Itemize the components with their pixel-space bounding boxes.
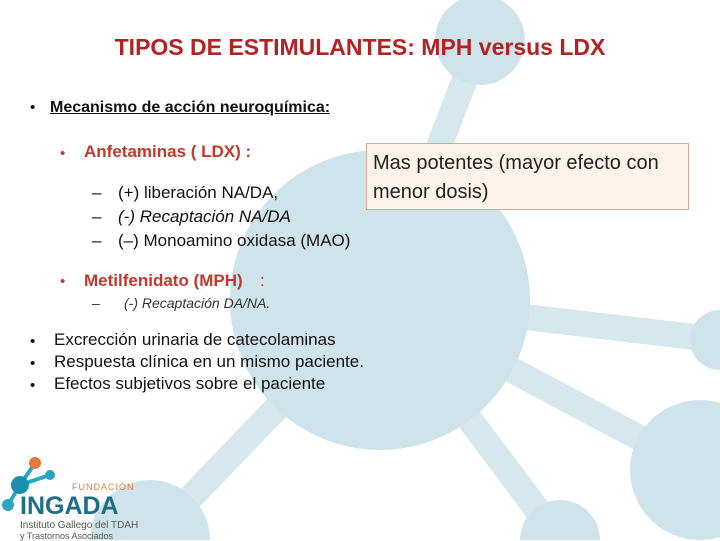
potency-note-box: Mas potentes (mayor efecto con menor dosis): [366, 143, 689, 210]
bullet-marker: •: [30, 355, 36, 372]
bullet-marker: •: [30, 99, 36, 116]
dash-marker: –: [92, 183, 102, 202]
bullet-marker: •: [30, 377, 36, 394]
anfetaminas-item: (+) liberación NA/DA,: [118, 183, 279, 202]
bullet-marker: •: [60, 273, 66, 290]
logo-subtitle: FUNDACIÓN: [72, 482, 135, 492]
metilfenidato-colon: :: [260, 271, 265, 290]
anfetaminas-label: Anfetaminas ( LDX) :: [84, 142, 252, 161]
dash-marker: –: [92, 207, 102, 226]
section-heading: Mecanismo de acción neuroquímica:: [50, 99, 331, 116]
anfetaminas-item: (-) Recaptación NA/DA: [118, 207, 291, 226]
logo-line1: Instituto Gallego del TDAH: [20, 520, 139, 531]
bottom-bullet-item: Efectos subjetivos sobre el paciente: [54, 374, 326, 393]
anfetaminas-item: (–) Monoamino oxidasa (MAO): [118, 231, 351, 250]
logo-name: INGADA: [20, 492, 119, 520]
bottom-bullet-item: Respuesta clínica en un mismo paciente.: [54, 352, 364, 371]
bullet-marker: •: [30, 333, 36, 350]
metilfenidato-item: (-) Recaptación DA/NA.: [124, 295, 271, 311]
dash-marker: –: [92, 295, 100, 311]
bullet-marker: •: [60, 145, 66, 162]
logo-line2: y Trastornos Asociados: [20, 531, 114, 541]
metilfenidato-label: Metilfenidato (MPH): [84, 271, 243, 290]
slide-title: TIPOS DE ESTIMULANTES: MPH versus LDX: [114, 34, 606, 60]
bottom-bullet-item: Excrección urinaria de catecolaminas: [54, 330, 336, 349]
dash-marker: –: [92, 231, 102, 250]
